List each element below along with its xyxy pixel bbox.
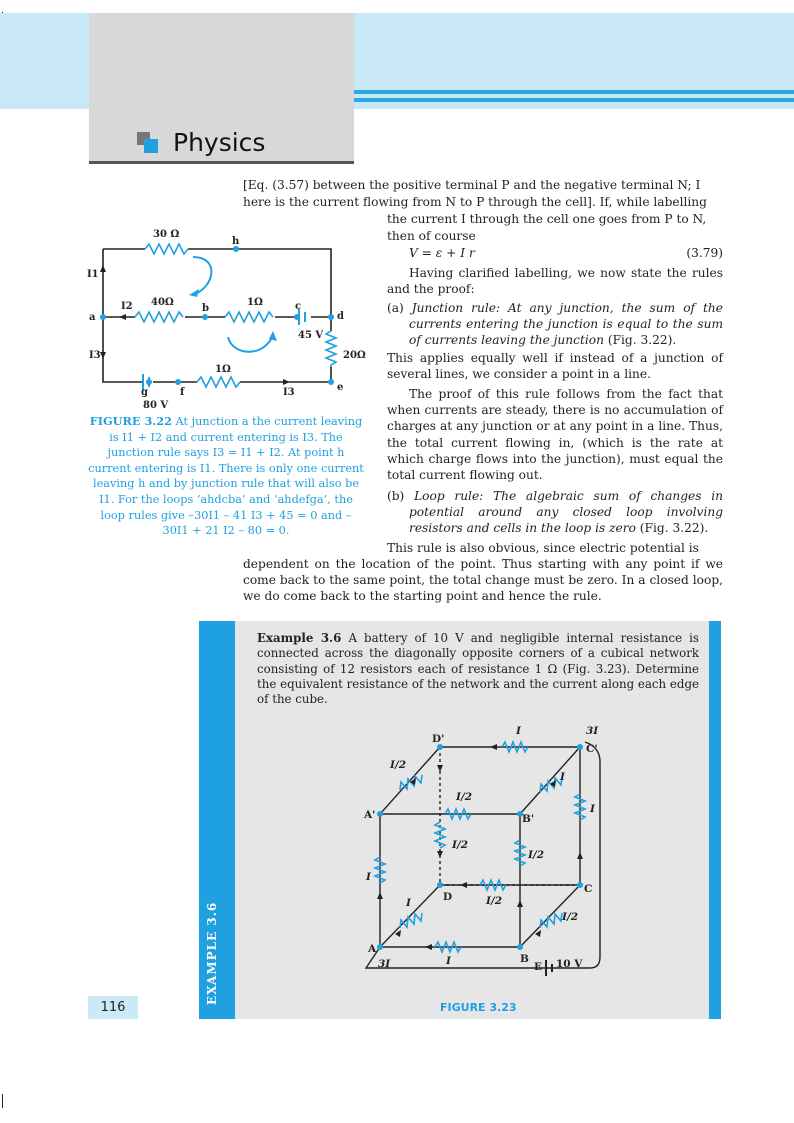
label-i1: I1 [87, 269, 99, 280]
figure-3-22-text: At junction a the current leaving is I1 + I2 and current entering is I3. The junction rule says I3 = I1 + I2. At point h current entering is I1. There is only one current leaving h and by junction rule that will also be I1. For the loops ‘ahdcba’ and ‘ahdefga’, the loop rules give –30I1 – 41 I3 + 45 = 0 and –30I1 + 21 I2 – 80 = 0. [88, 415, 364, 538]
label-i3: I3 [89, 350, 101, 361]
rule-b-ref: (Fig. 3.22). [639, 521, 709, 536]
paragraph-1-line-2: here is the current flowing from N to P through the cell]. If, while labelling [243, 195, 707, 209]
cube-label-3i-top: 3I [586, 725, 599, 737]
cube-label-d-prime: D' [432, 733, 445, 745]
rule-a-text: Junction rule: At any junction, the sum of the currents entering the junction is equal to the sum of currents leaving the junction [409, 301, 723, 348]
crop-mark-bottom [2, 1094, 3, 1108]
label-1-ohm-top: 1Ω [247, 297, 263, 308]
label-a: a [89, 312, 96, 323]
rule-b-text: Loop rule: The algebraic sum of changes in potential around any closed loop involving resistors and cells in the loop is zero [409, 489, 724, 536]
cube-label-d: D [443, 891, 453, 903]
cube-label-i-right2: I [590, 803, 595, 815]
cube-label-i-diag: I [406, 897, 411, 909]
paragraph-2: Having clarified labelling, we now state the rules and the proof: [387, 266, 723, 297]
rule-b-label: (b) [387, 489, 405, 503]
header-stripes [354, 90, 794, 106]
circuit-figure-3-22 [85, 227, 375, 411]
cube-network-figure-3-23 [350, 722, 650, 982]
cube-label-i-right1: I [560, 771, 565, 783]
paragraph-5-line-1: This rule is also obvious, since electric potential is [387, 541, 699, 555]
label-i3-bottom: I3 [283, 387, 295, 398]
label-30-ohm: 30 Ω [153, 229, 180, 240]
cube-label-c: C [584, 883, 593, 895]
example-right-strip [709, 621, 721, 1019]
equation-number: (3.79) [686, 246, 723, 260]
cube-label-i2-c: I/2 [486, 895, 503, 907]
cube-label-i2-left: I/2 [390, 759, 407, 771]
paragraph-1-line-4: then of course [387, 229, 476, 243]
paragraph-1-line-1: [Eq. (3.57) between the positive terminal P and the negative terminal N; I [243, 178, 701, 192]
rule-a-ref: (Fig. 3.22). [607, 333, 677, 348]
cube-label-b: B [520, 953, 529, 965]
label-80v: 80 V [143, 400, 169, 411]
label-b: b [202, 303, 209, 314]
figure-3-22-label: FIGURE 3.22 [89, 414, 172, 428]
equation: V = ε + I r [409, 246, 475, 260]
label-f: f [180, 387, 185, 398]
cube-label-3i-bottom: 3I [378, 958, 391, 970]
cube-label-b-prime: B' [522, 813, 535, 825]
paragraph-4: The proof of this rule follows from the fact that when currents are steady, there is no accumulation of charges at any junction or at any point in a line. Thus, the total current flowing in, (which is the rate at which charge flows into the junction), must equal the total current flowing out. [387, 387, 723, 483]
label-e: e [337, 382, 344, 393]
cube-label-i2-a: I/2 [452, 839, 469, 851]
paragraph-1-line-3: the current I through the cell one goes from P to N, [387, 212, 707, 226]
cube-label-i2-mid: I/2 [456, 791, 473, 803]
rule-a-label: (a) [387, 301, 404, 315]
cube-label-e: E [534, 961, 543, 973]
example-side-label: EXAMPLE 3.6 [205, 901, 219, 1005]
cube-label-a-prime: A' [364, 809, 376, 821]
label-c: c [295, 301, 302, 312]
label-g: g [141, 387, 148, 398]
label-i2: I2 [121, 301, 133, 312]
figure-3-23-label: FIGURE 3.23 [440, 1001, 517, 1014]
cube-label-i-bottom: I [446, 955, 451, 967]
cube-label-i2-d: I/2 [562, 911, 579, 923]
header-square-accent-icon [144, 139, 158, 153]
cube-label-10v: 10 V [556, 958, 583, 970]
paragraph-5: dependent on the location of the point. Thus starting with any point if we come back to the same point, the total change must be zero. In a closed loop, we do come back to the starting point and hence the rule. [243, 557, 723, 604]
page-number: 116 [88, 996, 138, 1019]
paragraph-3: This applies equally well if instead of a junction of several lines, we consider a point in a line. [387, 351, 723, 382]
cube-label-c-prime: C' [586, 743, 598, 755]
rule-b [387, 488, 723, 537]
example-title: Example 3.6 [257, 631, 342, 645]
cube-label-i2-b: I/2 [528, 849, 545, 861]
label-20-ohm: 20Ω [343, 350, 366, 361]
label-1-ohm-bottom: 1Ω [215, 364, 231, 375]
cube-label-i-left: I [366, 871, 371, 883]
rule-a [387, 300, 723, 349]
label-45v: 45 V [298, 330, 324, 341]
cube-label-a: A [368, 943, 377, 955]
cube-label-i-top: I [516, 725, 521, 737]
example-body: A battery of 10 V and negligible internal resistance is connected across the diagonally opposite corners of a cubical network consisting of 12 resistors each of resistance 1 Ω (Fig. 3.23). Determine the equivalent resistance of the network and the current along each edge of the cube. [257, 631, 699, 707]
equation-row [409, 245, 723, 261]
label-40-ohm: 40Ω [151, 297, 174, 308]
chapter-title: Physics [173, 128, 266, 157]
label-h: h [232, 236, 240, 247]
label-d: d [337, 311, 344, 322]
figure-3-22-caption [88, 414, 364, 539]
example-text [257, 631, 699, 707]
